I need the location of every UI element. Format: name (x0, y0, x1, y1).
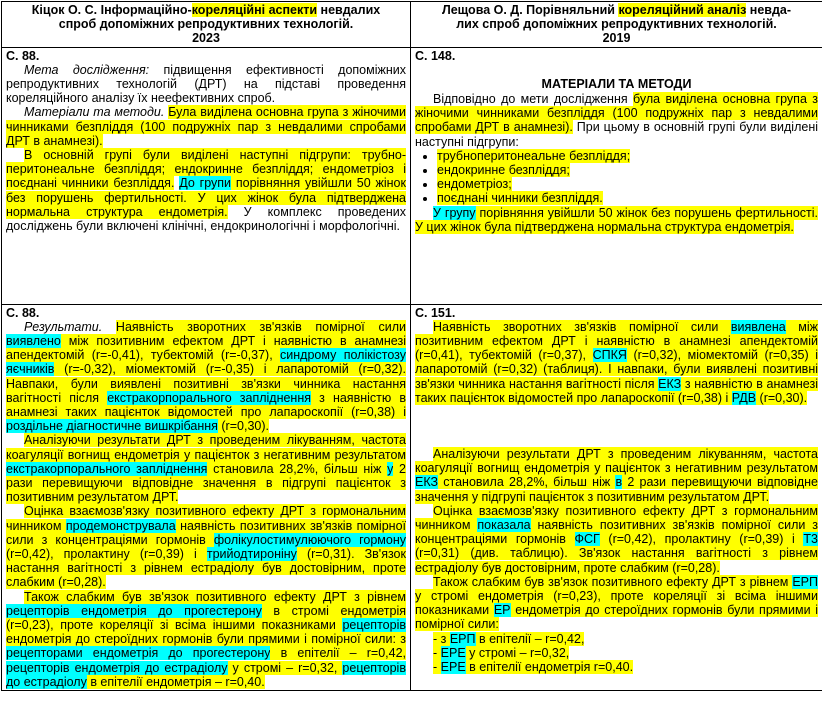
highlight-cyan: у (387, 462, 393, 476)
header-right (411, 2, 822, 48)
row-results (2, 304, 822, 690)
highlight-cyan: РДВ (732, 391, 756, 405)
list-item (437, 177, 818, 191)
highlight-cyan: рецепторів до естрадіолу (6, 661, 406, 689)
section-title: МАТЕРІАЛИ ТА МЕТОДИ (415, 77, 818, 91)
highlight: Була виділена основна група з жіночими чинниками безпліддя (100 подружніх пар з невдалими спробами ДРТ в анамнезі). (6, 105, 406, 147)
highlight: Оцінка взаємозв'язку позитивного ефекту ДРТ з гормональним чинником (415, 504, 818, 532)
highlight: поєднані чинники безпліддя. (437, 191, 603, 205)
highlight-cyan: ЕКЗ (658, 377, 681, 391)
highlight-cyan: ЕРЕ (441, 660, 466, 674)
highlight: - з (433, 632, 450, 646)
highlight: була виділена основна група з жіночими чинниками безпліддя (100 подружніх пар з невдалими спробами ДРТ в анамнезі). (415, 92, 818, 134)
results-p1 (415, 320, 818, 405)
highlight: в епітелії – r=0,42, (476, 632, 585, 646)
highlight: Наявність зворотних зв'язків помірної сили (116, 320, 406, 334)
aim-paragraph (6, 63, 406, 106)
highlight: кореляційний аналіз (618, 3, 746, 17)
methods-paragraph (6, 105, 406, 148)
highlight-cyan: ФСГ (575, 532, 600, 546)
list-item (415, 660, 818, 674)
row-materials (2, 47, 822, 304)
highlight: - (433, 660, 441, 674)
highlight-cyan: фолікулостимулюючого гормону (214, 533, 406, 547)
title-text: невдалих (317, 3, 380, 17)
highlight: (r=0,32), міомектомій (r=0,35) і лапаротомій (r=0,32) (таблиця). І навпаки, були виявлені позитивні зв'язки чинника настання вагітності після (415, 348, 818, 390)
highlight-cyan: ЕРЕ (441, 646, 466, 660)
highlight: (r=-0,32), міомектомій (r=-0,35) і лапаротомій (r=0,32). Навпаки, були виявлені позитивні зв'язки чинника настання вагітності після (6, 362, 406, 404)
highlight-cyan: рецепторами ендометрія до прогестерону (6, 646, 270, 660)
highlight-cyan: ЕКЗ (415, 475, 438, 489)
results-p4 (415, 575, 818, 632)
highlight-cyan: показала (477, 518, 530, 532)
highlight: (r=0,30). (218, 419, 269, 433)
results-p2 (415, 447, 818, 504)
highlight-cyan: в (615, 475, 622, 489)
header-left (2, 2, 411, 48)
highlight-cyan: виявлено (6, 334, 61, 348)
text: При цьому в основній групі були виділені наступні підгрупи: (415, 120, 818, 148)
highlight-cyan: рецепторів ендометрія до естрадіолу (6, 661, 228, 675)
title-text: лих спроб допоміжних репродуктивних технологій. (456, 17, 777, 31)
highlight: між позитивним ефектом ДРТ і наявністю в анамнезі апендектомій (r=0,41), тубектомій (r=0,37), (415, 320, 818, 362)
highlight: В основній групі були виділені наступні підгрупи: трубно-перитонеальне безпліддя; ендокринне безпліддя; ендометріоз і поєднані чинники безпліддя. (6, 148, 406, 190)
highlight: Аналізуючи результати ДРТ з проведеним лікуванням, частота коагуляції вогнищ ендометрія у пацієнток з негативним результатом (415, 447, 818, 475)
subgroup-list (415, 149, 818, 206)
comparison-paragraph (415, 206, 818, 234)
highlight: з наявністю в анамнезі таких пацієнток відомостей про лапароскопії (r=0,38) і (415, 377, 818, 405)
highlight: у стромі ендометрія (r=0,23), проте кореляції зі всіма іншими показниками (415, 589, 818, 617)
results-p1 (6, 320, 406, 434)
page-ref: С. 88. (6, 306, 406, 320)
highlight-cyan: виявлена (731, 320, 786, 334)
intro-paragraph (415, 92, 818, 149)
page-ref: С. 88. (6, 49, 406, 63)
highlight: Аналізуючи результати ДРТ з проведеним лікуванням, частота коагуляції вогнищ ендометрія у пацієнток з негативним результатом (6, 433, 406, 461)
title-text: невда- (746, 3, 791, 17)
author-left: Кіцок О. С. Інформаційно- (32, 3, 192, 17)
highlight: порівняння увійшли 50 жінок без порушень фертильності. У цих жінок була підтверджена нормальна структура ендометрія. (6, 176, 406, 218)
highlight: в епітелії – r=0,42, (270, 646, 406, 660)
highlight-cyan: продемонструвала (66, 519, 176, 533)
year-left: 2023 (192, 31, 220, 45)
highlight: ендометрія до стероїдних гормонів були прямими і помірної сили: з (6, 632, 406, 646)
highlight-cyan: рецепторів (342, 618, 406, 632)
highlight-cyan: екстракорпорального запліднення (107, 391, 311, 405)
highlight: ендокринне безпліддя; (437, 163, 570, 177)
results-p4 (6, 590, 406, 689)
comparison-table (1, 1, 822, 691)
results-p2 (6, 433, 406, 504)
highlight-cyan: трийодтироніну (207, 547, 297, 561)
highlight: з наявністю в анамнезі таких пацієнток відомостей про лапароскопії (r=0,38) і (6, 391, 406, 419)
highlight: ендометріоз; (437, 177, 512, 191)
highlight: наявність позитивних зв'язків помірної сили з концентраціями гормонів (6, 519, 406, 547)
cell-right-results (411, 304, 822, 690)
highlight: наявність позитивних зв'язків помірної сили з концентраціями гормонів (415, 518, 818, 546)
highlight-cyan: рецепторів ендометрія до прогестерону (6, 604, 262, 618)
highlight: 2 рази перевищуючи відповідне значення у підгрупі пацієнток з позитивним результатом ДРТ. (415, 475, 818, 503)
list-item (415, 632, 818, 646)
page-ref: С. 151. (415, 306, 818, 320)
text: Відповідно до мети дослідження (433, 92, 633, 106)
list-item (415, 646, 818, 660)
year-right: 2019 (603, 31, 631, 45)
results-p3 (415, 504, 818, 575)
highlight: в епітелії ендометрія r=0,40. (466, 660, 633, 674)
title-text: спроб допоміжних репродуктивних технологій. (59, 17, 353, 31)
highlight: (r=0,30). (756, 391, 807, 405)
header-row (2, 2, 822, 48)
spacer (415, 405, 818, 447)
highlight: становила 28,2%, більш ніж (438, 475, 615, 489)
highlight: (r=0,42), пролактину (r=0,39) і (6, 547, 207, 561)
highlight: становила 28,2%, більш ніж (207, 462, 387, 476)
highlight-cyan: ЕРП (792, 575, 818, 589)
highlight: (r=0,42), пролактину (r=0,39) і (600, 532, 804, 546)
highlight: між позитивним ефектом ДРТ і наявністю в анамнезі апендектомій (r=-0,41), тубектомій (r=-0,37), (6, 334, 406, 362)
highlight: в епітелії ендометрія – r=0,40. (87, 675, 265, 689)
highlight-cyan: Т3 (803, 532, 818, 546)
text: підвищення ефективності допоміжних репродуктивних технологій (ДРТ) на підставі проведення кореляційного аналізу їх неефективних спроб. (6, 63, 406, 105)
highlight: ендометрія до стероїдних гормонів були прямими і помірної сили: (415, 603, 818, 631)
highlight-cyan: СПКЯ (593, 348, 627, 362)
highlight: у стромі – r=0,32, (228, 661, 343, 675)
author-right: Лещова О. Д. Порівняльний (442, 3, 618, 17)
highlight-cyan: екстракорпорального запліднення (6, 462, 207, 476)
label: Матеріали та методи. (24, 105, 164, 119)
highlight: 2 рази перевищуючи відповідне значення в підгрупі пацієнток з позитивним результатом ДРТ. (6, 462, 406, 504)
highlight-cyan: роздільне діагностичне вишкрібання (6, 419, 218, 433)
receptor-list (415, 632, 818, 675)
text: У комплекс проведених досліджень були включені клінічні, ендокринологічні і морфологічні. (6, 205, 406, 233)
page-ref: С. 148. (415, 49, 818, 63)
cell-right-methods (411, 47, 822, 304)
highlight-cyan: ЕРП (450, 632, 476, 646)
highlight-cyan: синдрому полікістозу яєчників (6, 348, 406, 376)
highlight-cyan: У групу (433, 206, 476, 220)
highlight: Також слабким був зв'язок позитивного ефекту ДРТ з рівнем (433, 575, 792, 589)
results-p3 (6, 504, 406, 589)
highlight: в стромі ендометрія (r=0,23), проте кореляції зі всіма іншими показниками (6, 604, 406, 632)
highlight: Оцінка взаємозв'язку позитивного ефекту ДРТ з гормональним чинником (6, 504, 406, 532)
highlight: трубноперитонеальне безпліддя; (437, 149, 630, 163)
label: Результати. (24, 320, 102, 334)
list-item (437, 149, 818, 163)
label: Мета дослідження: (24, 63, 149, 77)
highlight-cyan: ЕР (494, 603, 511, 617)
highlight-cyan: До групи (179, 176, 231, 190)
highlight: порівняння увійшли 50 жінок без порушень фертильності. У цих жінок була підтверджена нормальна структура ендометрія. (415, 206, 818, 234)
cell-left-results (2, 304, 411, 690)
highlight: кореляційні аспекти (192, 3, 317, 17)
list-item (437, 191, 818, 205)
list-item (437, 163, 818, 177)
subgroups-paragraph (6, 148, 406, 233)
highlight: (r=0,31) (див. таблицю). Зв'язок настання вагітності з рівнем естрадіолу був достовірним, проте слабким (r=0,28). (415, 546, 818, 574)
highlight: Також слабким був зв'язок позитивного ефекту ДРТ з рівнем (24, 590, 406, 604)
highlight: Наявність зворотних зв'язків помірної сили (433, 320, 731, 334)
cell-left-methods (2, 47, 411, 304)
highlight: у стромі – r=0,32, (466, 646, 570, 660)
highlight: (r=0,31). Зв'язок настання вагітності з рівнем естрадіолу був достовірним, проте слабким (r=0,28). (6, 547, 406, 589)
highlight: - (433, 646, 441, 660)
